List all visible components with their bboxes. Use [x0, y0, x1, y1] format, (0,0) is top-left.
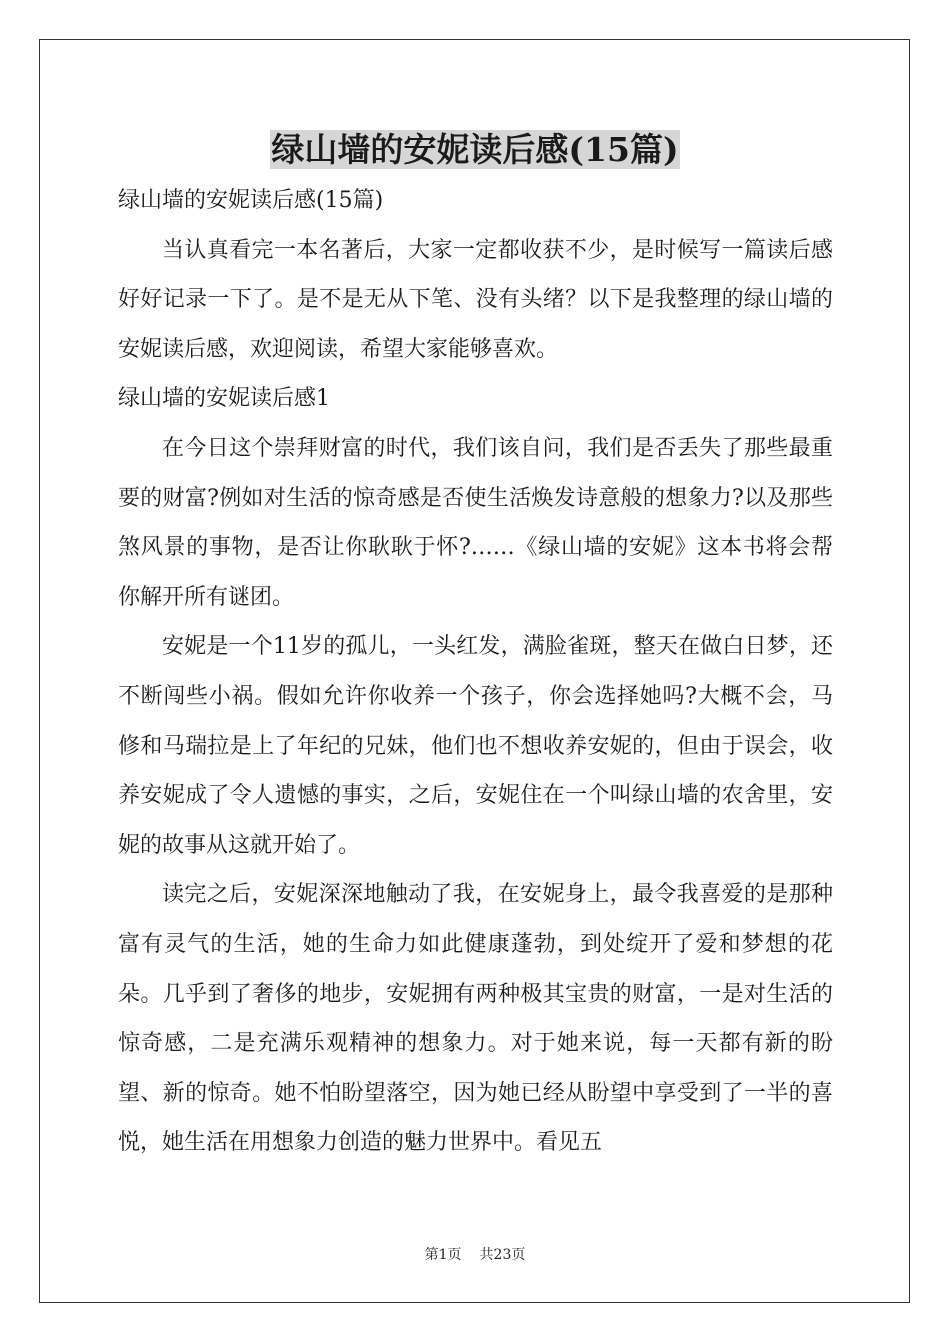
document-body [118, 176, 833, 1168]
body-paragraph-1: 在今日这个崇拜财富的时代，我们该自问，我们是否丢失了那些最重要的财富?例如对生活的惊奇感是否使生活焕发诗意般的想象力?以及那些煞风景的事物，是否让你耿耿于怀?……《绿山墙的安妮》这本书将会帮你解开所有谜团。 [118, 435, 833, 610]
body-paragraph-3: 读完之后，安妮深深地触动了我，在安妮身上，最令我喜爱的是那种富有灵气的生活，她的生命力如此健康蓬勃，到处绽开了爱和梦想的花朵。几乎到了奢侈的地步，安妮拥有两种极其宝贵的财富，一是对生活的惊奇感，二是充满乐观精神的想象力。对于她来说，每一天都有新的盼望、新的惊奇。她不怕盼望落空，因为她已经从盼望中享受到了一半的喜悦，她生活在用想象力创造的魅力世界中。看见五 [118, 882, 833, 1156]
document-title-text: 绿山墙的安妮读后感(15篇) [271, 130, 679, 169]
page-total: 共23页 [479, 1247, 526, 1263]
intro-paragraph: 当认真看完一本名著后，大家一定都收获不少，是时候写一篇读后感好好记录一下了。是不是无从下笔、没有头绪？以下是我整理的绿山墙的安妮读后感，欢迎阅读，希望大家能够喜欢。 [118, 237, 833, 362]
page-footer [0, 1244, 950, 1264]
document-title [0, 124, 950, 176]
body-paragraph-2: 安妮是一个11岁的孤儿，一头红发，满脸雀斑，整天在做白日梦，还不断闯些小祸。假如允许你收养一个孩子，你会选择她吗?大概不会，马修和马瑞拉是上了年纪的兄妹，他们也不想收养安妮的，但由于误会，收养安妮成了令人遗憾的事实，之后，安妮住在一个叫绿山墙的农舍里，安妮的故事从这就开始了。 [118, 634, 833, 858]
section-heading: 绿山墙的安妮读后感1 [118, 386, 330, 412]
document-subtitle: 绿山墙的安妮读后感(15篇) [118, 188, 384, 213]
page-number: 第1页 [424, 1247, 462, 1263]
